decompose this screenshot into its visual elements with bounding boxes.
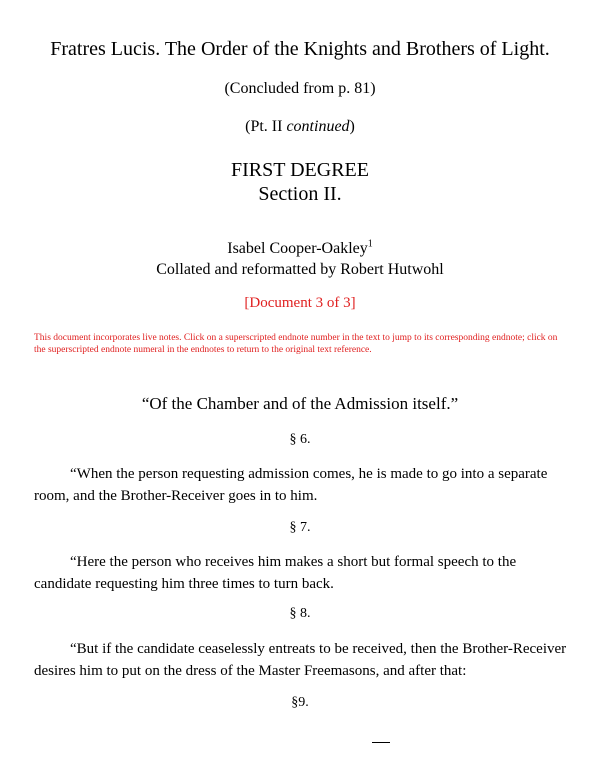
paragraph-8: “But if the candidate ceaselessly entreats to be received, then the Brother-Receiver desires him to put on the dress of the Master Freemasons, and after that:	[34, 641, 567, 679]
footnote-separator	[372, 742, 390, 743]
section-title: Section II.	[258, 183, 342, 205]
live-notes-notice: This document incorporates live notes. Click on a superscripted endnote number in the text to jump to its corresponding endnote; click on the superscripted endnote numeral in the endnotes to return to the original text reference.	[34, 333, 558, 355]
section-mark-7: § 7.	[289, 520, 311, 535]
paragraph-6: “When the person requesting admission comes, he is made to go into a separate room, and the Brother-Receiver goes in to him.	[34, 466, 548, 504]
paragraph-7: “Here the person who receives him makes a short but formal speech to the candidate requesting him three times to turn back.	[34, 554, 517, 592]
endnote-ref-1[interactable]: 1	[367, 238, 373, 250]
credits	[0, 238, 600, 280]
section-mark-8: § 8.	[289, 606, 311, 621]
document-title: Fratres Lucis. The Order of the Knights and Brothers of Light.	[50, 38, 550, 60]
author-line	[0, 238, 600, 259]
degree-title: FIRST DEGREE	[231, 159, 369, 181]
degree-heading	[0, 158, 600, 206]
part-label	[0, 118, 600, 136]
part-prefix: (Pt. II	[245, 118, 287, 135]
concluded-from-note: (Concluded from p. 81)	[224, 80, 376, 97]
author-name: Isabel Cooper-Oakley	[227, 240, 368, 257]
chamber-heading: “Of the Chamber and of the Admission itself.”	[141, 394, 459, 413]
collator-line: Collated and reformatted by Robert Hutwohl	[156, 261, 444, 278]
section-mark-6: § 6.	[289, 432, 311, 447]
document-number: [Document 3 of 3]	[244, 295, 356, 311]
part-suffix: )	[349, 118, 355, 135]
part-italic: continued	[286, 118, 350, 135]
section-mark-9: §9.	[291, 695, 309, 710]
